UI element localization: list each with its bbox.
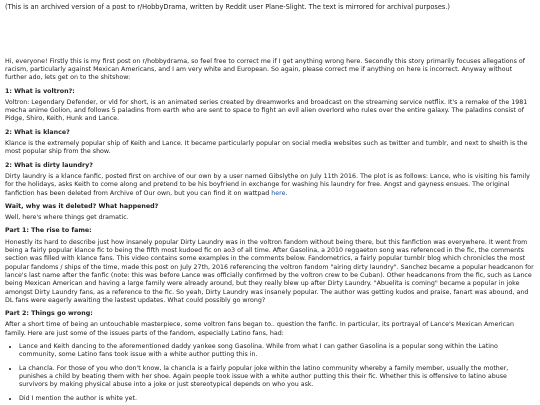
archive-notice: (This is an archived version of a post to r/HobbyDrama, written by Reddit user Plane-Slight. The text is mirrored for archival purposes.) <box>5 3 451 11</box>
section-things-go-wrong <box>5 310 534 403</box>
section-heading: Part 2: Things go wrong: <box>5 310 93 318</box>
section-paragraph: Klance is the extremely popular ship of Keith and Lance. It became particularly popular on social media websites such as twitter and tumblr, and next to sheith is the most popular ship from the show. <box>5 140 528 156</box>
section-heading: 2: What is dirty laundry? <box>5 161 93 169</box>
paragraph-text: Dirty laundry is a klance fanfic, posted first on archive of our own by a user named Gibslythe on July 11th 2016. The plot is as follows: Lance, who is visiting his family for the holidays, asks Keith to come along and pretend to be his boyfriend in exchange for washing his laundry for free. Angst and gayness ensues. The original fanfiction has been deleted from Archive of Our own, but you can find it on wattpad <box>5 172 530 197</box>
section-rise-to-fame <box>5 227 534 305</box>
section-heading: 1: What is voltron?: <box>5 87 75 95</box>
section-heading: Wait, why was it deleted? What happened? <box>5 202 159 210</box>
section-heading: 2: What is klance? <box>5 128 70 136</box>
section-paragraph: Well, here's where things get dramatic. <box>5 214 129 222</box>
issues-list <box>5 343 534 403</box>
section-paragraph: Voltron: Legendary Defender, or vld for short, is an animated series created by dreamworks and broadcast on the streaming service netflix. It's a remake of the 1981 mecha anime Golion, and follows 5 paladins from earth who are sent to space to fight an evil alien overlord who rules over the entire galaxy. The paladins consist of Pidge, Shiro, Keith, Hunk and Lance. <box>5 98 528 123</box>
list-item: • Did I mention the author is white yet. <box>19 395 534 403</box>
section-why-deleted <box>5 203 534 223</box>
list-item: • Lance and Keith dancing to the aforementioned daddy yankee song Gasolina. While from what I can gather Gasolina is a popular song within the Latino community, some Latino fans took issue with a white author putting this in. <box>19 343 534 360</box>
section-what-is-voltron <box>5 88 534 124</box>
section-what-is-klance <box>5 129 534 157</box>
section-paragraph: Honestly its hard to describe just how insanely popular Dirty Laundry was in the voltron fandom without being there, but this fanfiction was everywhere. It went from being a fairly popular klance fic to being the fifth most kudoed fic on ao3 of all time. After Gasolina, a 2010 reggaeton song was referenced in the fic, the comments section was filled with klance fans. This video contains some examples in the comments below. Fandometrics, a fairly popular tumblr blog which chronicles the most popular fandoms / ships of the time, made this post on July 27th, 2016 referencing the voltron fandom "airing dirty laundry". Sanchez became a popular headcanon for lance's last name after the fanfic (note: this was before Lance was officially confirmed by the voltron crew to be Cuban). Other headcanons from the fic, such as Lance being Mexican American and having a large family were already around, but they really blew up after Dirty Laundry. "Abuelita is coming" became a popular in joke amongst Dirty Laundry fans, as a reference to the fic. So yeah, Dirty Laundry was insanely popular. The author was getting kudos and praise, fanart was abound, and DL fans were eagerly awaiting the lastest updates. What could possibly go wrong? <box>5 238 534 304</box>
intro-paragraph: Hi, everyone! Firstly this is my first post on r/hobbydrama, so feel free to correct me if I get anything wrong here. Secondly this story primarily focuses allegations of racism, particularly against Mexican Americans, and I am very white and European. So again, please correct me if anything on here is incorrect. Anyway without further ado, lets get on to the shitshow: <box>5 57 525 82</box>
section-heading: Part 1: The rise to fame: <box>5 227 92 235</box>
list-item: • La chancla. For those of you who don't know, la chancla is a fairly popular joke within the latino community whereby a family member, usually the mother, punishes a child by beating them with her shoe. Again people took issue with a white author putting this their fic. Whether this is offensive to latino abuse survivors by making physical abuse into a joke or just stereotypical depends on who you ask. <box>19 365 534 390</box>
section-what-is-dirty-laundry <box>5 162 534 198</box>
section-paragraph: Dirty laundry is a klance fanfic, posted first on archive of our own by a user named Gibslythe on July 11th 2016. The plot is as follows: Lance, who is visiting his family for the holidays, asks Keith to come along and pretend to be his boyfriend in exchange for washing his laundry for free. Angst and gayness ensues. The original fanfiction has been deleted from Archive of Our own, but you can find it on wattpad here. <box>5 172 530 197</box>
section-paragraph: After a short time of being an untouchable masterpiece, some voltron fans began to.. question the fanfic. In particular, its portrayal of Lance's Mexican American family. Here are just some of the issues parts of the fandom, especially Latino fans, had: <box>5 321 514 337</box>
wattpad-link[interactable]: here <box>271 189 286 197</box>
